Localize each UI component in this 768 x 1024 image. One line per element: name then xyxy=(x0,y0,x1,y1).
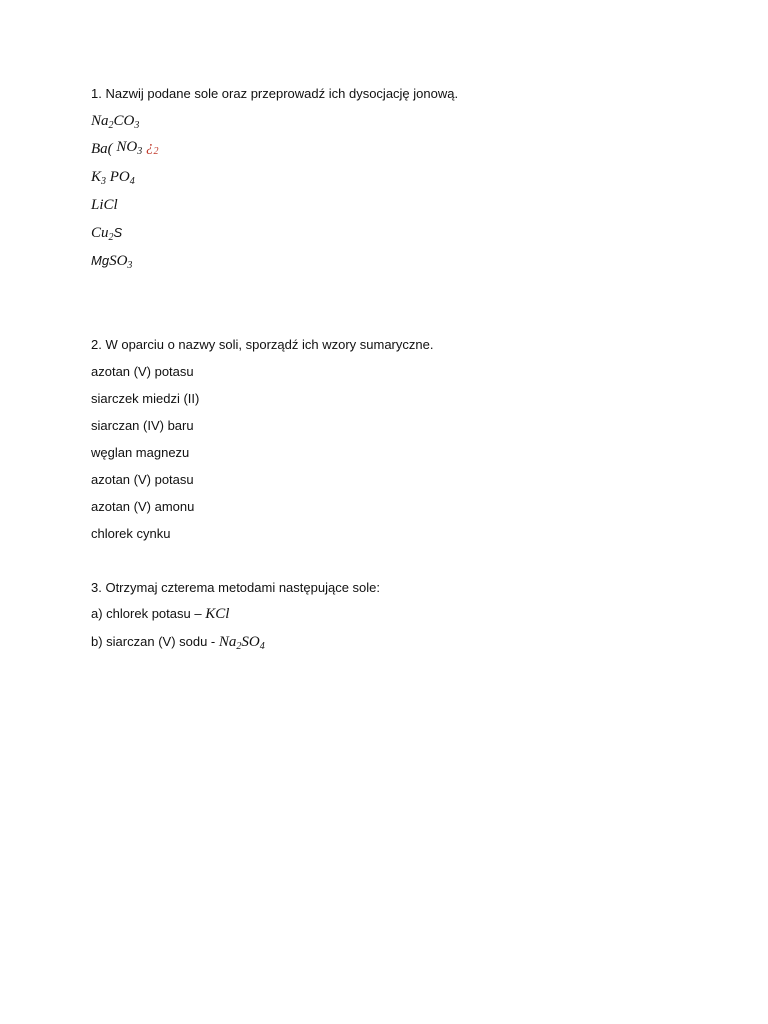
formula-na2co3-part: O xyxy=(123,113,135,129)
formula-mgso3 xyxy=(91,252,711,274)
formula-ba-sub: 3 xyxy=(137,146,143,157)
section2-heading: 2. W oparciu o nazwy soli, sporządź ich wzory sumaryczne. xyxy=(91,337,434,352)
formula-cu2s-part: Cu xyxy=(91,225,109,241)
section3-heading: 3. Otrzymaj czterema metodami następujące sole: xyxy=(91,580,381,595)
salt-name-item: azotan (V) amonu xyxy=(91,499,195,514)
formula-ba-no3-2 xyxy=(91,140,711,162)
formula-cu2s xyxy=(91,224,711,246)
formula-na2co3-part: C xyxy=(113,113,124,129)
formula-na2co3-sub: 3 xyxy=(134,120,140,131)
formula-licl-part: LiCl xyxy=(91,197,118,213)
formula-na2co3-part: Na xyxy=(91,113,109,129)
salt-name-item: azotan (V) potasu xyxy=(91,472,194,487)
formula-ba-part: NO xyxy=(116,139,138,155)
formula-ba-group xyxy=(116,139,142,155)
formula-cu2s-part: S xyxy=(113,225,123,240)
formula-mgso3-sub: 3 xyxy=(127,260,133,271)
formula-k3po4 xyxy=(91,168,711,190)
formula-cu2s-sub: 2 xyxy=(108,232,114,243)
task-b-formula-sub: 2 xyxy=(236,641,242,652)
task-a-text: a) chlorek potasu – xyxy=(91,606,206,621)
task-b-formula-part: Na xyxy=(218,634,237,650)
task-a xyxy=(91,606,711,626)
formula-k3po4-part: PO xyxy=(109,169,130,185)
formula-mgso3-part: Mg xyxy=(91,253,110,268)
task-b xyxy=(91,634,711,654)
task-b-formula-sub: 4 xyxy=(259,641,265,652)
formula-k3po4-sub: 4 xyxy=(129,176,135,187)
document-content xyxy=(91,86,711,654)
salt-name-item: węglan magnezu xyxy=(91,445,190,460)
formula-ba-part: ¿ xyxy=(146,139,154,155)
formula-k3po4-sub: 3 xyxy=(101,176,107,187)
formula-ba-part: Ba( xyxy=(91,141,113,157)
formula-na2co3-sub: 2 xyxy=(108,120,114,131)
section1-heading: 1. Nazwij podane sole oraz przeprowadź ich dysocjację jonową. xyxy=(91,86,459,101)
task-b-text: b) siarczan (V) sodu - xyxy=(91,634,219,649)
formula-mgso3-part: SO xyxy=(109,253,128,269)
salt-name-item: siarczek miedzi (II) xyxy=(91,391,200,406)
formula-ba-error-glyph xyxy=(146,139,159,155)
formula-k3po4-part: K xyxy=(91,169,102,185)
formula-ba-sub: 2 xyxy=(153,146,159,157)
salt-name-item: siarczan (IV) baru xyxy=(91,418,194,433)
task-b-formula xyxy=(219,634,265,650)
salt-name-item: chlorek cynku xyxy=(91,526,171,541)
formula-na2co3 xyxy=(91,112,711,134)
formula-licl xyxy=(91,196,711,218)
salt-name-item: azotan (V) potasu xyxy=(91,364,194,379)
task-b-formula-part: SO xyxy=(241,634,260,650)
task-a-formula: KCl xyxy=(205,606,230,622)
